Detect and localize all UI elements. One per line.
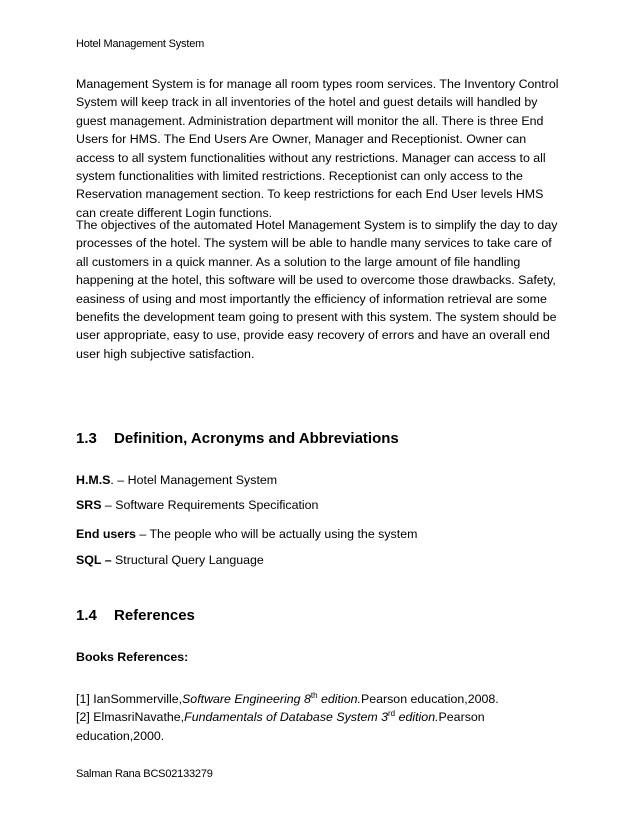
reference-publisher: Pearson education,2008. <box>360 692 499 706</box>
definition-term: End users <box>76 527 136 541</box>
definition-separator: – <box>135 527 147 541</box>
definition-text: The people who will be actually using the system <box>149 527 418 541</box>
definition-item <box>76 527 417 541</box>
definition-separator: . – <box>110 473 125 487</box>
definition-separator: – <box>101 498 112 512</box>
definition-term: SQL – <box>76 553 112 567</box>
section-title: References <box>114 607 195 624</box>
section-heading-definitions <box>76 430 399 447</box>
definition-item <box>76 553 264 567</box>
reference-title: Fundamentals of Database System 3 <box>184 710 388 725</box>
definition-text: Hotel Management System <box>127 473 278 487</box>
reference-item <box>76 690 566 708</box>
books-references-heading: Books References: <box>76 650 189 664</box>
definition-term: H.M.S <box>76 473 111 487</box>
intro-paragraph: Management System is for manage all room types room services. The Inventory Control System will keep track in all inventories of the hotel and guest details will handled by guest management. Administration department will monitor the all. There is three End Users for HMS. The End Users Are Owner, Manager and Receptionist. Owner can access to all system functionalities without any restrictions. Manager can access to all system functionalities with limited restrictions. Receptionist can only access to the Reservation management section. To keep restrictions for each End User levels HMS can create different Login functions. <box>76 77 559 220</box>
page-footer: Salman Rana BCS02133279 <box>76 768 213 780</box>
definition-term: SRS <box>76 498 102 512</box>
reference-list <box>76 690 566 745</box>
definition-text: Software Requirements Specification <box>115 498 319 512</box>
page-header: Hotel Management System <box>76 38 205 50</box>
reference-title-superscript: th <box>310 691 318 700</box>
reference-title-tail: edition. <box>317 692 361 706</box>
objectives-paragraph: The objectives of the automated Hotel Management System is to simplify the day to day processes of the hotel. The system will be able to handle many services to take care of all customers in a quick manner. As a solution to the large amount of file handling happening at the hotel, this software will be used to overcome those drawbacks. Safety, easiness of using and most importantly the efficiency of information retrieval are some benefits the development team going to present with this system. The system should be user appropriate, easy to use, provide easy recovery of errors and have an overall end user high subjective satisfaction. <box>76 218 558 361</box>
definition-text: Structural Query Language <box>115 553 264 567</box>
reference-author: [1] IanSommerville, <box>76 692 183 706</box>
reference-publisher: Pearson education,2000. <box>76 710 485 743</box>
section-title: Definition, Acronyms and Abbreviations <box>114 430 399 447</box>
section-number: 1.3 <box>76 430 97 447</box>
reference-item <box>76 708 566 745</box>
reference-title: Software Engineering 8 <box>182 692 311 706</box>
definition-item <box>76 498 318 512</box>
section-number: 1.4 <box>76 607 97 624</box>
section-heading-references <box>76 607 195 624</box>
reference-author: [2] ElmasriNavathe, <box>76 710 185 725</box>
reference-title-tail: edition. <box>395 710 439 725</box>
definition-item <box>76 473 277 487</box>
reference-title-superscript: rd <box>388 709 396 719</box>
